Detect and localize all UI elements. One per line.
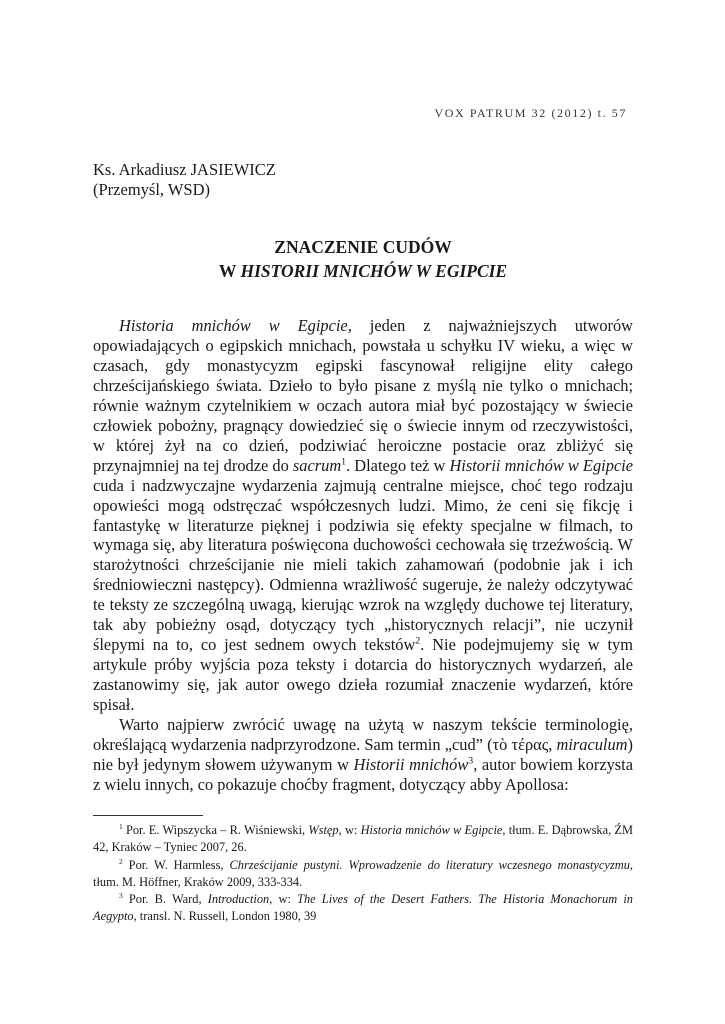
paragraph-1	[93, 316, 633, 715]
footnote-number: 2	[119, 856, 123, 866]
text-run: , transl. N. Russell, London 1980, 39	[133, 909, 317, 924]
author-affiliation: (Przemyśl, WSD)	[93, 180, 211, 199]
footnote-3	[93, 891, 633, 926]
title-line-2-italic: HISTORII MNICHÓW W EGIPCIE	[240, 261, 508, 281]
text-run: , tłum. E. Dąbrowska, ŹM 42, Kraków – Tyniec 2007, 26.	[93, 823, 633, 855]
title-line-2-prefix: W	[218, 261, 241, 281]
footnote-number: 3	[119, 891, 123, 901]
text-run: Warto najpierw zwrócić uwagę na użytą w naszym tekście terminologię, określającą wydarzenia nadprzyrodzone. Sam termin „cud” (τὸ τέρας,	[93, 715, 633, 755]
text-run: , w:	[269, 892, 298, 907]
text-run: ) nie był jedynym słowem używanym w	[93, 735, 633, 774]
footnote-separator	[93, 815, 203, 816]
paragraph-2	[93, 715, 633, 795]
text-run: Por. E. Wipszycka – R. Wiśniewski,	[122, 823, 309, 837]
text-italic: miraculum	[556, 735, 628, 755]
text-run: , w:	[338, 823, 361, 837]
author-name: Ks. Arkadiusz JASIEWICZ	[93, 160, 276, 179]
article-body	[93, 316, 633, 795]
text-italic: Wstęp	[308, 823, 339, 837]
text-run: Por. W. Harmless,	[122, 857, 230, 872]
text-italic: Historia mnichów w Egipcie	[360, 823, 503, 837]
text-italic: sacrum	[292, 455, 342, 475]
text-run: , tłum. M. Höffner, Kraków 2009, 333-334.	[93, 857, 634, 889]
footnote-1	[93, 822, 633, 857]
text-italic: Historii mnichów	[353, 754, 469, 774]
text-italic: Historia mnichów w Egipcie,	[119, 316, 352, 335]
title-line-2	[93, 259, 633, 283]
article-title	[93, 235, 633, 283]
text-run: Por. B. Ward,	[122, 892, 208, 907]
text-italic: Historii mnichów w Egipcie	[449, 455, 633, 475]
text-run: . Nie podejmujemy się w tym artykule próby wyjścia poza teksty i dotarcia do historycznych wydarzeń, ale zastanowimy się, jak autor owego dzieła rozumiał znaczenie wydarzeń, które spisał.	[93, 635, 633, 715]
footnote-ref-3[interactable]: 3	[468, 755, 474, 767]
footnotes	[93, 822, 633, 926]
author-block	[93, 160, 276, 200]
footnote-2	[93, 857, 633, 892]
footnote-ref-1[interactable]: 1	[341, 456, 347, 468]
text-italic: The Lives of the Desert Fathers. The Historia Monachorum in Aegypto	[93, 892, 633, 924]
text-run: . Dlatego też w	[346, 455, 450, 475]
text-run: cuda i nadzwyczajne wydarzenia zajmują centralne miejsce, choć tego rodzaju opowieści mogą odstręczać współczesnych ludzi. Mimo, że ceni się fikcję i fantastykę w literaturze pięknej i podziwia się efekty specjalne w filmach, to wymaga się, aby literatura poświęcona duchowości cechowała się trzeźwością. W starożytności chrześcijanie nie mieli takich zahamowań (podobnie jak i ich średniowieczni następcy). Odmienna wrażliwość sugeruje, że należy odczytywać te teksty ze szczególną uwagą, kierując wzrok na względy duchowe tej literatury, tak aby pobieżny osąd, dotyczący tych „historycznych relacji”, nie uczynił ślepymi na to, co jest sednem owych tekstów	[93, 475, 633, 655]
text-run: , autor bowiem korzysta z wielu innych, co pokazuje choćby fragment, dotyczący abby Apollosa:	[93, 754, 634, 794]
running-head: VOX PATRUM 32 (2012) t. 57	[434, 106, 627, 120]
title-line-1: ZNACZENIE CUDÓW	[274, 237, 452, 257]
text-run: jeden z najważniejszych utworów opowiadających o egipskich mnichach, powstała u schyłku IV wieku, a więc w czasach, gdy monastycyzm egipski fascynował religijne elity całego chrześcijańskiego świata. Dzieło to było pisane z myślą nie tylko o mnichach; równie ważnym czytelnikiem w oczach autora miał być pozostający w świecie człowiek pobożny, pragnący dowiedzieć się o świecie innym od rzeczywistości, w której żył na co dzień, podziwiać heroiczne postacie oraz zbliżyć się przynajmniej na tej drodze do	[93, 316, 633, 475]
footnote-number: 1	[119, 821, 123, 831]
text-italic: Introduction	[207, 892, 270, 907]
text-italic: Chrześcijanie pustyni. Wprowadzenie do literatury wczesnego monastycyzmu	[229, 857, 630, 872]
footnote-ref-2[interactable]: 2	[415, 635, 421, 647]
